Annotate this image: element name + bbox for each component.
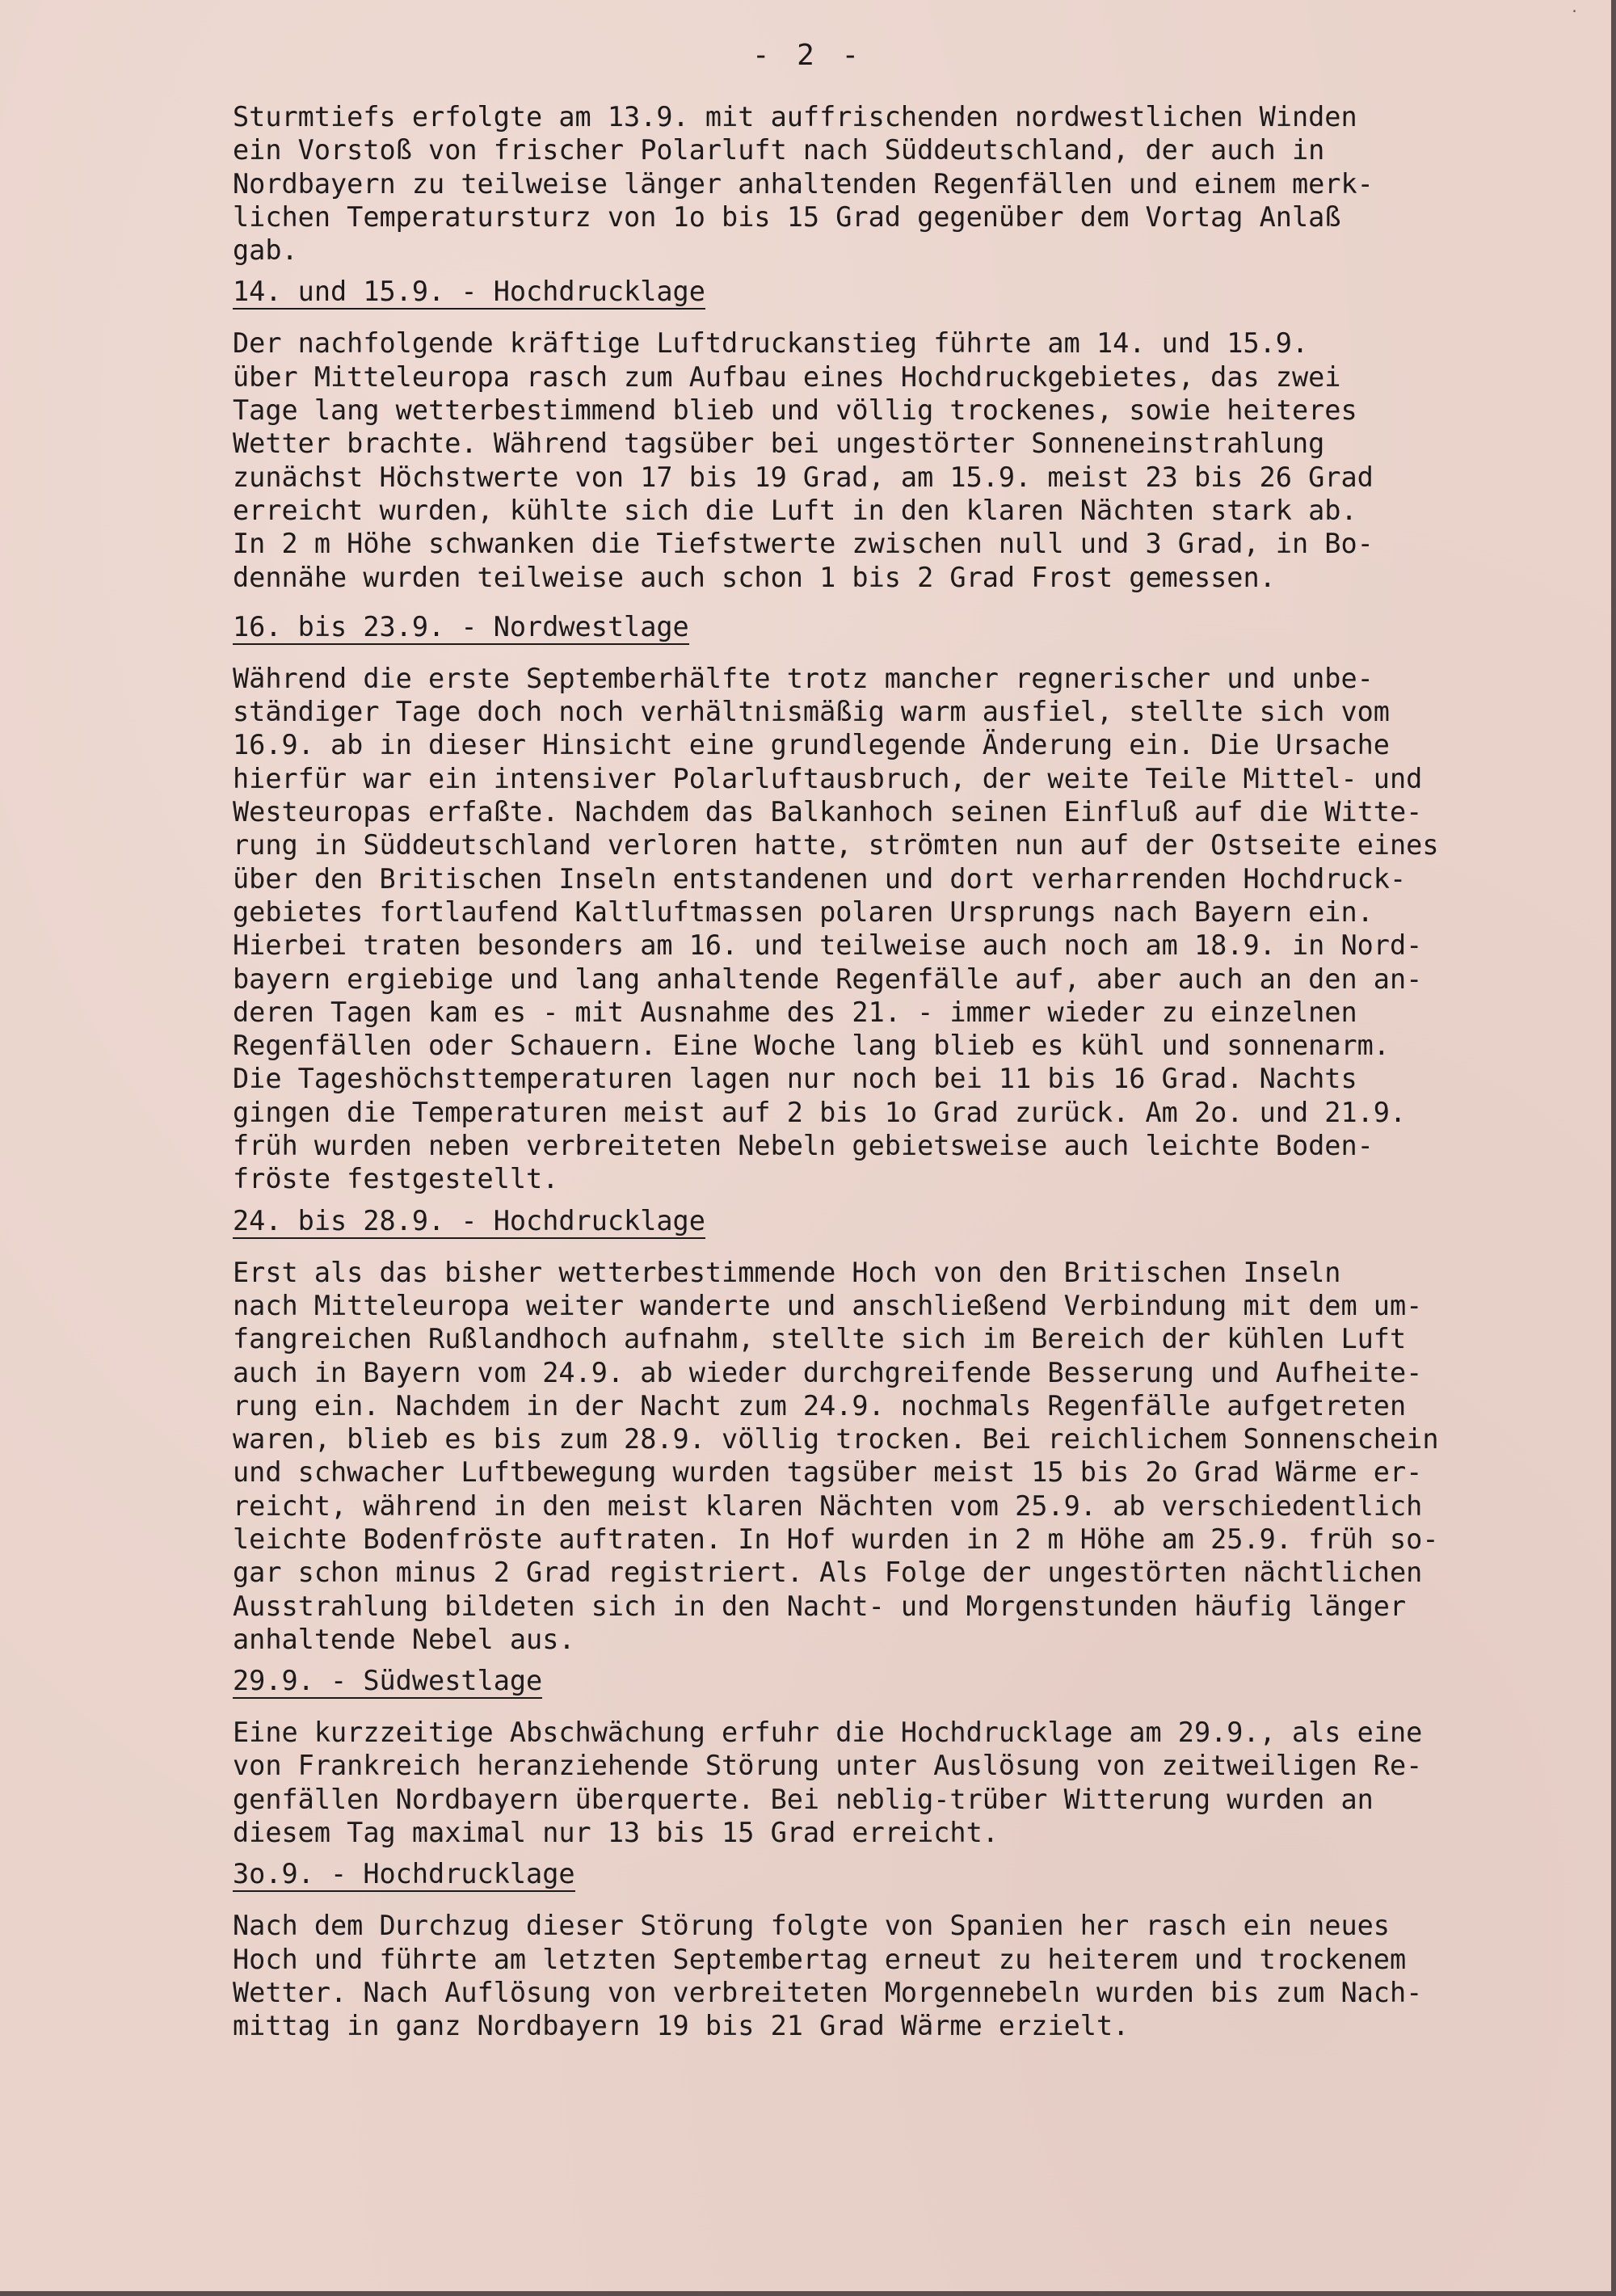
text-line: rung in Süddeutschland verloren hatte, strömten nun auf der Ostseite eines — [233, 829, 1439, 862]
text-line: Während die erste Septemberhälfte trotz mancher regnerischer und unbe- — [233, 662, 1374, 694]
text-line: leichte Bodenfröste auftraten. In Hof wurden in 2 m Höhe am 25.9. früh so- — [233, 1523, 1439, 1555]
text-line: bayern ergiebige und lang anhaltende Regenfälle auf, aber auch an den an- — [233, 963, 1423, 995]
section-heading-wrap — [233, 1204, 1598, 1241]
text-line: Nach dem Durchzug dieser Störung folgte von Spanien her rasch ein neues — [233, 1910, 1390, 1942]
text-line: 16.9. ab in dieser Hinsicht eine grundlegende Änderung ein. Die Ursache — [233, 729, 1390, 761]
text-line: früh wurden neben verbreiteten Nebeln gebietsweise auch leichte Boden- — [233, 1130, 1374, 1162]
text-line: Regenfällen oder Schauern. Eine Woche lang blieb es kühl und sonnenarm. — [233, 1030, 1390, 1062]
text-line: über Mitteleuropa rasch zum Aufbau eines Hochdruckgebietes, das zwei — [233, 360, 1341, 393]
section-heading-wrap — [233, 275, 1598, 312]
text-line: Tage lang wetterbestimmend blieb und völlig trockenes, sowie heiteres — [233, 394, 1357, 427]
page-number: - 2 - — [751, 39, 865, 72]
text-line: nach Mitteleuropa weiter wanderte und anschließend Verbindung mit dem um- — [233, 1289, 1423, 1321]
text-line: anhaltende Nebel aus. — [233, 1623, 575, 1655]
document-body — [233, 100, 1598, 2043]
text-line: Hierbei traten besonders am 16. und teilweise auch noch am 18.9. in Nord- — [233, 929, 1423, 962]
text-line: ständiger Tage doch noch verhältnismäßig warm ausfiel, stellte sich vom — [233, 696, 1390, 728]
section-heading-30: 3o.9. - Hochdrucklage — [233, 1857, 575, 1892]
text-line: Die Tageshöchsttemperaturen lagen nur noch bei 11 bis 16 Grad. Nachts — [233, 1063, 1357, 1095]
corner-mark: · — [1570, 3, 1579, 20]
text-line: Wetter brachte. Während tagsüber bei ungestörter Sonneneinstrahlung — [233, 428, 1325, 460]
section-heading-wrap — [233, 1857, 1598, 1894]
text-line: hierfür war ein intensiver Polarluftausbruch, der weite Teile Mittel- und — [233, 762, 1423, 794]
text-line: diesem Tag maximal nur 13 bis 15 Grad erreicht. — [233, 1817, 999, 1849]
text-line: Eine kurzzeitige Abschwächung erfuhr die Hochdrucklage am 29.9., als eine — [233, 1717, 1423, 1749]
text-line: von Frankreich heranziehende Störung unter Auslösung von zeitweiligen Re- — [233, 1750, 1423, 1782]
section-heading-24-28: 24. bis 28.9. - Hochdrucklage — [233, 1204, 705, 1239]
text-line: lichen Temperatursturz von 1o bis 15 Grad gegenüber dem Vortag Anlaß — [233, 200, 1341, 233]
text-line: Hoch und führte am letzten Septembertag erneut zu heiterem und trockenem — [233, 1943, 1407, 1975]
text-line: fangreichen Rußlandhoch aufnahm, stellte sich im Bereich der kühlen Luft — [233, 1323, 1407, 1355]
text-line: Der nachfolgende kräftige Luftdruckanstieg führte am 14. und 15.9. — [233, 327, 1309, 360]
section-paragraph-24-28 — [233, 1256, 1598, 1657]
section-heading-29: 29.9. - Südwestlage — [233, 1664, 542, 1699]
text-line: In 2 m Höhe schwanken die Tiefstwerte zwischen null und 3 Grad, in Bo- — [233, 528, 1374, 560]
text-line: Sturmtiefs erfolgte am 13.9. mit auffrischenden nordwestlichen Winden — [233, 101, 1357, 133]
intro-paragraph — [233, 100, 1598, 267]
text-line: waren, blieb es bis zum 28.9. völlig trocken. Bei reichlichem Sonnenschein — [233, 1423, 1439, 1456]
text-line: erreicht wurden, kühlte sich die Luft in den klaren Nächten stark ab. — [233, 494, 1357, 526]
text-line: gingen die Temperaturen meist auf 2 bis 1o Grad zurück. Am 2o. und 21.9. — [233, 1096, 1407, 1128]
text-line: über den Britischen Inseln entstandenen und dort verharrenden Hochdruck- — [233, 862, 1407, 895]
text-line: gar schon minus 2 Grad registriert. Als Folge der ungestörten nächtlichen — [233, 1557, 1423, 1589]
section-paragraph-14-15 — [233, 326, 1598, 593]
text-line: Nordbayern zu teilweise länger anhaltenden Regenfällen und einem merk- — [233, 167, 1374, 200]
text-line: auch in Bayern vom 24.9. ab wieder durchgreifende Besserung und Aufheite- — [233, 1356, 1423, 1388]
text-line: ein Vorstoß von frischer Polarluft nach Süddeutschland, der auch in — [233, 134, 1325, 166]
section-heading-wrap — [233, 1664, 1598, 1701]
text-line: genfällen Nordbayern überquerte. Bei neblig-trüber Witterung wurden an — [233, 1783, 1374, 1815]
text-line: gab. — [233, 234, 298, 267]
section-paragraph-29 — [233, 1716, 1598, 1849]
text-line: zunächst Höchstwerte von 17 bis 19 Grad, am 15.9. meist 23 bis 26 Grad — [233, 461, 1374, 493]
section-paragraph-16-23 — [233, 662, 1598, 1196]
section-paragraph-30 — [233, 1909, 1598, 2042]
text-line: gebietes fortlaufend Kaltluftmassen polaren Ursprungs nach Bayern ein. — [233, 895, 1374, 928]
text-line: dennähe wurden teilweise auch schon 1 bis 2 Grad Frost gemessen. — [233, 561, 1276, 593]
text-line: rung ein. Nachdem in der Nacht zum 24.9. nochmals Regenfälle aufgetreten — [233, 1389, 1407, 1422]
section-heading-wrap — [233, 610, 1598, 647]
text-line: Westeuropas erfaßte. Nachdem das Balkanhoch seinen Einfluß auf die Witte- — [233, 796, 1423, 828]
text-line: Ausstrahlung bildeten sich in den Nacht- und Morgenstunden häufig länger — [233, 1590, 1407, 1622]
text-line: Erst als das bisher wetterbestimmende Hoch von den Britischen Inseln — [233, 1256, 1341, 1288]
text-line: und schwacher Luftbewegung wurden tagsüber meist 15 bis 2o Grad Wärme er- — [233, 1456, 1423, 1489]
section-heading-14-15: 14. und 15.9. - Hochdrucklage — [233, 275, 705, 310]
text-line: reicht, während in den meist klaren Nächten vom 25.9. ab verschiedentlich — [233, 1489, 1423, 1522]
text-line: Wetter. Nach Auflösung von verbreiteten Morgennebeln wurden bis zum Nach- — [233, 1976, 1423, 2008]
text-line: fröste festgestellt. — [233, 1163, 559, 1195]
text-line: deren Tagen kam es - mit Ausnahme des 21. - immer wieder zu einzelnen — [233, 996, 1357, 1028]
section-heading-16-23: 16. bis 23.9. - Nordwestlage — [233, 610, 689, 645]
text-line: mittag in ganz Nordbayern 19 bis 21 Grad Wärme erzielt. — [233, 2010, 1130, 2042]
